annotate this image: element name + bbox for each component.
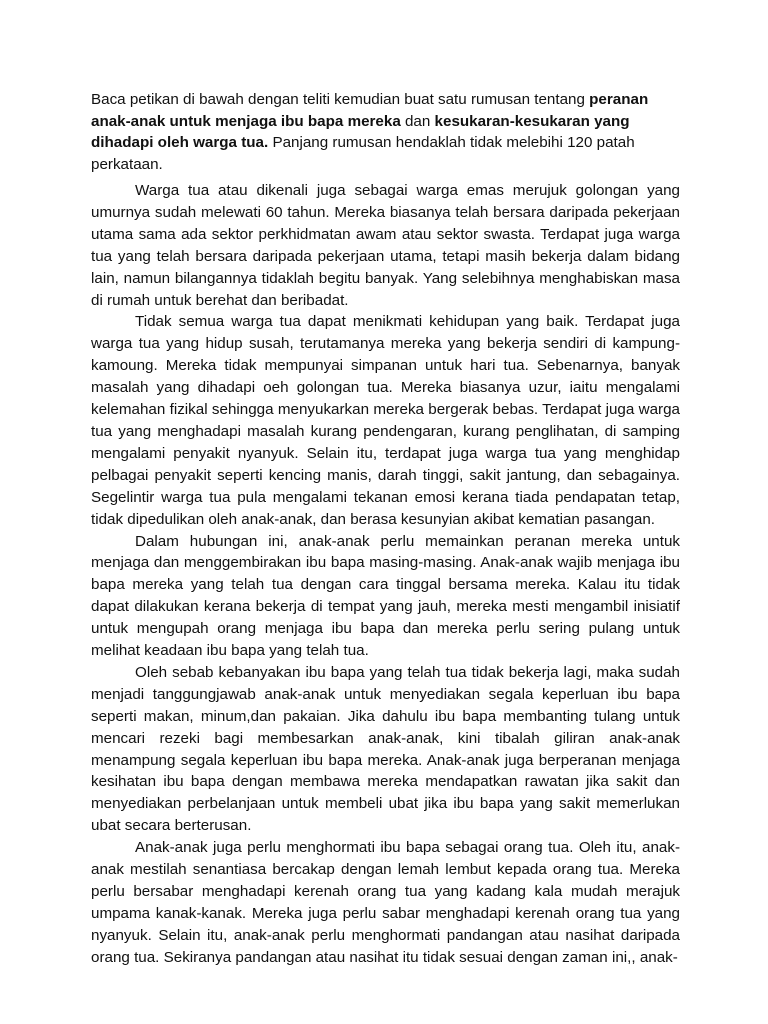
paragraph-2: Tidak semua warga tua dapat menikmati kehidupan yang baik. Terdapat juga warga tua yang hidup susah, terutamanya mereka yang bekerja sendiri di kampung-kamoung. Mereka tidak mempunyai simpanan untuk hari tua. Sebenarnya, banyak masalah yang dihadapi oeh golongan tua. Mereka biasanya uzur, iaitu mengalami kelemahan fizikal sehingga menyukarkan mereka bergerak bebas. Terdapat juga warga tua yang menghadapi masalah kurang pendengaran, kurang penglihatan, di samping mengalami penyakit nyanyuk. Selain itu, terdapat juga warga tua yang menghidap pelbagai penyakit seperti kencing manis, darah tinggi, sakit jantung, dan sebagainya. Segelintir warga tua pula mengalami tekanan emosi kerana tiada pendapatan tetap, tidak dipedulikan oleh anak-anak, dan berasa kesunyian akibat kematian pasangan.: [91, 313, 680, 528]
instruction-text: [91, 89, 661, 175]
instruction-part-3: Panjang rumusan hendaklah tidak melebihi 120 patah perkataan.: [91, 134, 635, 173]
paragraph-1: Warga tua atau dikenali juga sebagai warga emas merujuk golongan yang umurnya sudah melewati 60 tahun. Mereka biasanya telah bersara daripada pekerjaan utama sama ada sektor perkhidmatan awam atau sektor swasta. Terdapat juga warga tua yang telah bersara daripada pekerjaan utama, tetapi masih bekerja dalam bidang lain, namun bilangannya tidaklah begitu banyak. Yang selebihnya menghabiskan masa di rumah untuk berehat dan beribadat.: [91, 182, 680, 309]
instruction-part-1: Baca petikan di bawah dengan teliti kemudian buat satu rumusan tentang: [91, 91, 590, 108]
paragraph-3: Dalam hubungan ini, anak-anak perlu memainkan peranan mereka untuk menjaga dan menggembirakan ibu bapa masing-masing. Anak-anak wajib menjaga ibu bapa mereka yang telah tua dengan cara tinggal bersama mereka. Kalau itu tidak dapat dilakukan kerana bekerja di tempat yang jauh, mereka mesti mengambil inisiatif untuk mengupah orang menjaga ibu bapa dan mereka perlu sering pulang untuk melihat keadaan ibu bapa yang telah tua.: [91, 532, 680, 660]
paragraph-4: Oleh sebab kebanyakan ibu bapa yang telah tua tidak bekerja lagi, maka sudah menjadi tanggungjawab anak-anak untuk menyediakan segala keperluan ibu bapa seperti makan, minum,dan pakaian. Jika dahulu ibu bapa membanting tulang untuk mencari rezeki bagi membesarkan anak-anak, kini tibalah giliran anak-anak menampung segala keperluan ibu bapa mereka. Anak-anak juga berperanan menjaga kesihatan ibu bapa dengan membawa mereka mendapatkan rawatan jika sakit dan menyediakan perbelanjaan untuk membeli ubat jika ibu bapa yang sakit memerlukan ubat secara berterusan.: [91, 663, 680, 835]
passage: [91, 180, 680, 969]
paragraph-5: Anak-anak juga perlu menghormati ibu bapa sebagai orang tua. Oleh itu, anak-anak mestilah senantiasa bercakap dengan lemah lembut kepada orang tua. Mereka perlu bersabar menghadapi kerenah orang tua yang kadang kala mudah merajuk umpama kanak-kanak. Mereka juga perlu sabar menghadapi kerenah orang tua yang nyanyuk. Selain itu, anak-anak perlu menghormati pandangan atau nasihat daripada orang tua. Sekiranya pandangan atau nasihat itu tidak sesuai dengan zaman ini,, anak-: [91, 839, 680, 966]
instruction-bold-1: peranan anak-anak untuk menjaga ibu bapa mereka: [91, 91, 649, 130]
instruction-bold-2: kesukaran-kesukaran yang dihadapi oleh warga tua.: [91, 112, 630, 152]
instruction-part-2: dan: [400, 112, 435, 130]
